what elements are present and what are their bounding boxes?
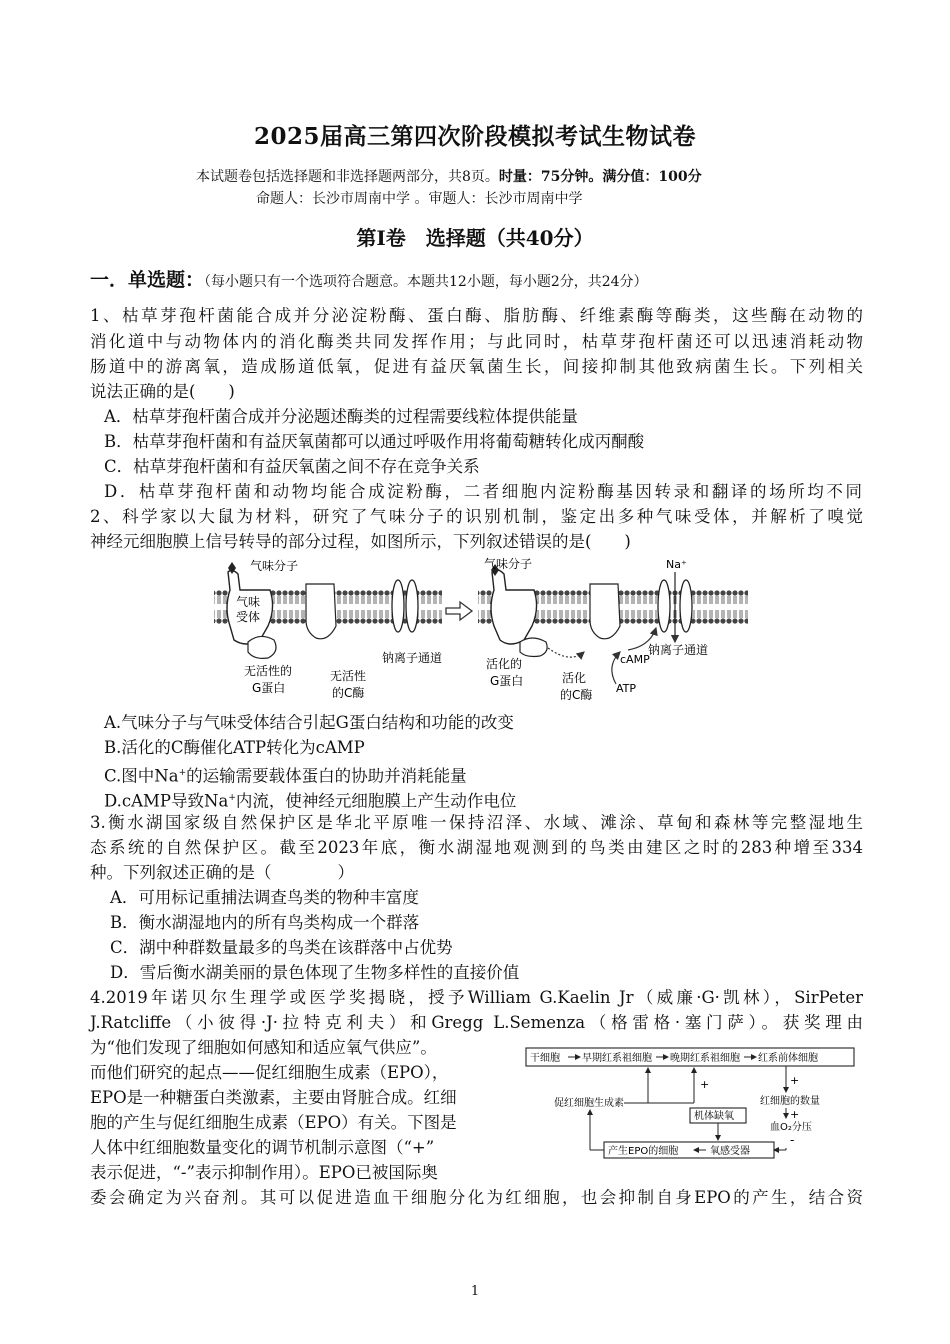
label-na: Na⁺ [666,558,687,571]
superscript-plus: + [178,768,187,778]
label-camp: cAMP [620,653,650,666]
part-title: 第Ⅰ卷 选择题（共40分） [356,226,594,250]
section-heading-label: 一．单选题： [90,269,205,291]
chain-precursor: 红系前体细胞 [758,1053,818,1064]
q4-stem-line: 委会确定为兴奋剂。其可以促进造血干细胞分化为红细胞，也会抑制自身EPO的产生，结合资 [90,1188,863,1207]
label-channel-right: 钠离子通道 [648,643,709,657]
q4-stem-line: 人体中红细胞数量变化的调节机制示意图（“+” [90,1138,435,1157]
q4-stem-line: 为“他们发现了细胞如何感知和适应氧气供应”。 [90,1038,437,1057]
active-c-enzyme-icon [590,584,620,639]
label-active-g-a: 活化的 [486,657,523,671]
q1-option-c: C．枯草芽孢杆菌和有益厌氧菌之间不存在竞争关系 [104,457,480,476]
exam-authors: 命题人：长沙市周南中学 。审题人：长沙市周南中学 [256,191,583,207]
inactive-c-enzyme-icon [306,584,336,639]
label-rbc-count: 红细胞的数量 [760,1096,820,1107]
chain-late-progenitor: 晚期红系祖细胞 [670,1053,740,1064]
chain-early-progenitor: 早期红系祖细胞 [582,1053,652,1064]
q2-stem-line: 神经元细胞膜上信号转导的部分过程，如图所示，下列叙述错误的是( ) [90,532,631,551]
plus-sign: + [790,1074,800,1087]
q1-stem-line: 1、枯草芽孢杆菌能合成并分泌淀粉酶、蛋白酶、脂肪酶、纤维素酶等酶类，这些酶在动物的 [90,306,863,325]
q3-option-d: D．雪后衡水湖美丽的景色体现了生物多样性的直接价值 [110,963,520,982]
label-blood-o2: 血O₂分压 [770,1122,812,1133]
label-atp: ATP [616,682,637,695]
plus-sign: + [700,1078,710,1091]
q3-option-c: C．湖中种群数量最多的鸟类在该群落中占优势 [110,938,453,957]
olfactory-signal-figure [210,556,750,702]
section-note: （每小题只有一个选项符合题意。本题共12小题，每小题2分，共24分） [204,274,648,290]
q3-option-b: B．衡水湖湿地内的所有鸟类构成一个群落 [110,913,420,932]
receptor-right-icon [491,569,537,644]
q2-option-d [104,787,516,813]
q4-stem-line: 胞的产生与促红细胞生成素（EPO）有关。下图是 [90,1113,457,1132]
q3-stem-line: 态系统的自然保护区。截至2023年底，衡水湖湿地观测到的鸟类由建区之时的283种增至334 [90,838,863,857]
q2-option-a: A.气味分子与气味受体结合引起G蛋白结构和功能的改变 [104,713,514,732]
q1-option-d: D．枯草芽孢杆菌和动物均能合成淀粉酶，二者细胞内淀粉酶基因转录和翻译的场所均不同 [104,482,862,501]
exam-info [196,166,702,186]
q1-stem-line: 肠道中的游离氧，造成肠道低氧，促进有益厌氧菌生长，间接抑制其他致病菌生长。下列相关 [90,357,863,376]
exam-info-text: 本试题卷包括选择题和非选择题两部分，共8页。 [196,169,499,185]
q4-stem-line: J.Ratcliffe（小彼得·J·拉特克利夫）和Gregg L.Semenza（格雷格·塞门萨）。获奖理由 [90,1013,863,1032]
exam-title: 2025届高三第四次阶段模拟考试生物试卷 [253,123,696,150]
q4-stem-line: EPO是一种糖蛋白类激素，主要由肾脏合成。红细 [90,1088,457,1107]
q3-option-a: A．可用标记重捕法调查鸟类的物种丰富度 [110,888,419,907]
q4-stem-line: 表示促进，“-”表示抑制作用）。EPO已被国际奥 [90,1163,438,1182]
q2-option-c-text: 的运输需要载体蛋白的协助并消耗能量 [186,766,467,786]
q2-option-c [104,762,467,788]
q1-stem-line: 消化道中与动物体内的消化酶类共同发挥作用；与此同时，枯草芽孢杆菌还可以迅速消耗动物 [90,332,863,351]
q4-stem-line: 4.2019年诺贝尔生理学或医学奖揭晓，授予William G.Kaelin Jr（威廉·G·凯林），SirPeter [90,988,863,1007]
q3-stem-line: 3.衡水湖国家级自然保护区是华北平原唯一保持沼泽、水域、滩涂、草甸和森林等完整湿地生 [90,813,863,832]
label-inactive-c-b: 的C酶 [332,686,365,700]
q2-option-d-text: 内流，使神经元细胞膜上产生动作电位 [235,791,517,811]
epo-regulation-diagram [524,1046,856,1160]
inactive-g-protein-icon [248,636,276,658]
active-g-protein-icon [520,638,547,657]
label-odor-left: 气味分子 [250,559,299,573]
label-inactive-g-a: 无活性的 [244,664,293,678]
plus-sign: + [790,1108,800,1121]
label-receptor-a: 气味 [236,595,261,609]
label-inactive-g-b: G蛋白 [252,681,286,695]
q3-stem-line: 种。下列叙述正确的是（ ） [90,863,354,882]
q4-stem-line: 而他们研究的起点——促红细胞生成素（EPO）， [90,1063,449,1082]
label-odor-right: 气味分子 [484,557,533,571]
label-active-g-b: G蛋白 [490,674,524,688]
label-channel-left: 钠离子通道 [382,651,443,665]
label-producer: 产生EPO的细胞 [608,1146,679,1157]
minus-sign: - [790,1133,795,1147]
label-hypoxia: 机体缺氧 [694,1111,734,1122]
q2-option-c-text: C.图中Na [104,766,179,786]
section-heading [90,265,648,292]
label-receptor-b: 受体 [236,610,261,624]
q1-option-b: B．枯草芽孢杆菌和有益厌氧菌都可以通过呼吸作用将葡萄糖转化成丙酮酸 [104,432,645,451]
page-number: 1 [470,1284,480,1299]
label-epo: 促红细胞生成素 [554,1098,624,1109]
q2-stem-line: 2、科学家以大鼠为材料，研究了气味分子的识别机制，鉴定出多种气味受体，并解析了嗅觉 [90,507,863,526]
q2-option-d-text: D.cAMP导致Na [104,791,229,811]
exam-info-bold: 时量：75分钟。满分值：100分 [498,169,702,185]
label-active-c-b: 的C酶 [560,688,593,702]
label-inactive-c-a: 无活性 [330,669,367,683]
label-sensor: 氧感受器 [710,1146,750,1157]
q1-stem-line: 说法正确的是( ) [90,382,235,401]
label-active-c-a: 活化 [562,671,587,685]
chain-stem-cell: 干细胞 [530,1053,560,1064]
q2-option-b: B.活化的C酶催化ATP转化为cAMP [104,738,365,757]
superscript-plus: + [228,793,236,803]
q1-option-a: A．枯草芽孢杆菌合成并分泌题述酶类的过程需要线粒体提供能量 [104,407,578,426]
transition-arrow-icon [446,602,472,620]
